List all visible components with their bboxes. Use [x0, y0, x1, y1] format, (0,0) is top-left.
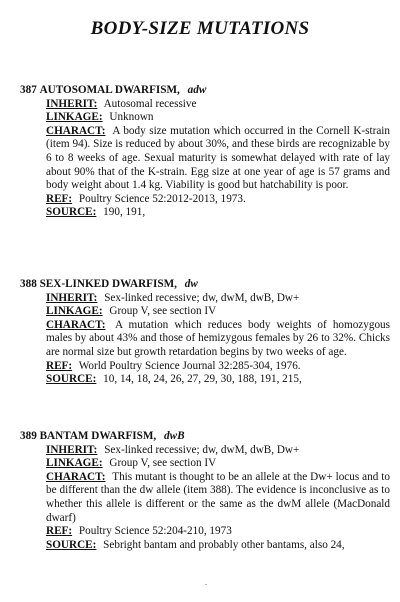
linkage-field — [20, 305, 390, 319]
linkage-label: LINKAGE: — [46, 305, 103, 318]
linkage-value: Unknown — [109, 111, 154, 124]
entry-388 — [20, 278, 390, 387]
entry-387 — [20, 84, 390, 220]
charact-value: A mutation which reduces body weights of homozygous males by about 43% and those of hemizygous females by 26 to 32%. Chicks are normal size but growth retardation begins by two weeks of age. — [46, 318, 390, 358]
charact-value: This mutant is thought to be an allele at the Dw+ locus and to be different than the dw allele (item 388). The evidence is inconclusive as to whether this allele is different or the same as the dwM allele (MacDonald dwarf) — [46, 470, 390, 524]
entry-symbol: dw — [184, 278, 198, 290]
source-value: Sebright bantam and probably other bantams, also 24, — [103, 538, 345, 551]
entry-symbol: dwB — [164, 430, 185, 442]
source-value: 190, 191, — [103, 206, 146, 219]
linkage-value: Group V, see section IV — [109, 457, 217, 470]
inherit-field — [20, 444, 390, 458]
source-field — [20, 373, 390, 387]
inherit-label: INHERIT: — [46, 97, 98, 110]
inherit-field — [20, 98, 390, 112]
scan-speck: . — [205, 578, 207, 587]
entry-symbol: adw — [187, 84, 207, 96]
entry-number: 389 — [20, 430, 37, 442]
entry-name: SEX-LINKED DWARFISM, — [39, 278, 177, 290]
linkage-label: LINKAGE: — [46, 111, 103, 124]
charact-field — [20, 125, 390, 193]
ref-field — [20, 525, 390, 539]
charact-field — [20, 471, 390, 525]
inherit-field — [20, 292, 390, 306]
source-label: SOURCE: — [46, 373, 97, 386]
inherit-label: INHERIT: — [46, 291, 98, 304]
inherit-value: Autosomal recessive — [103, 97, 197, 110]
entry-heading — [20, 430, 390, 444]
ref-label: REF: — [46, 359, 73, 372]
source-label: SOURCE: — [46, 206, 97, 219]
charact-field — [20, 319, 390, 360]
source-value: 10, 14, 18, 24, 26, 27, 29, 30, 188, 191, 215, — [103, 373, 302, 386]
linkage-field — [20, 111, 390, 125]
entry-number: 388 — [20, 278, 37, 290]
entry-name: BANTAM DWARFISM, — [39, 430, 157, 442]
linkage-field — [20, 457, 390, 471]
charact-label: CHARACT: — [46, 470, 106, 483]
entry-number: 387 — [20, 84, 37, 96]
ref-field — [20, 193, 390, 207]
charact-label: CHARACT: — [46, 124, 106, 137]
source-field — [20, 539, 390, 553]
linkage-label: LINKAGE: — [46, 457, 103, 470]
charact-label: CHARACT: — [46, 318, 106, 331]
charact-value: A body size mutation which occurred in the Cornell K-strain (item 94). Size is reduced by about 30%, and these birds are recognizable by 6 to 8 weeks of age. Sexual maturity is somewhat delayed with rate of lay about 90% that of the K-strain. Egg size at one year of age is 57 grams and body weight about 1.4 kg. Viability is good but hatchability is poor. — [46, 124, 390, 192]
ref-label: REF: — [46, 192, 73, 205]
ref-value: Poultry Science 52:2012-2013, 1973. — [78, 192, 246, 205]
entry-heading — [20, 278, 390, 292]
ref-value: World Poultry Science Journal 32:285-304, 1976. — [78, 359, 301, 372]
ref-label: REF: — [46, 525, 73, 538]
inherit-label: INHERIT: — [46, 443, 98, 456]
entry-389 — [20, 430, 390, 552]
source-field — [20, 206, 390, 220]
ref-field — [20, 360, 390, 374]
entry-name: AUTOSOMAL DWARFISM, — [39, 84, 180, 96]
ref-value: Poultry Science 52:204-210, 1973 — [78, 525, 232, 538]
linkage-value: Group V, see section IV — [109, 305, 217, 318]
page-title: BODY-SIZE MUTATIONS — [90, 18, 310, 39]
inherit-value: Sex-linked recessive; dw, dwM, dwB, Dw+ — [104, 443, 300, 456]
inherit-value: Sex-linked recessive; dw, dwM, dwB, Dw+ — [104, 291, 300, 304]
source-label: SOURCE: — [46, 538, 97, 551]
entry-heading — [20, 84, 390, 98]
